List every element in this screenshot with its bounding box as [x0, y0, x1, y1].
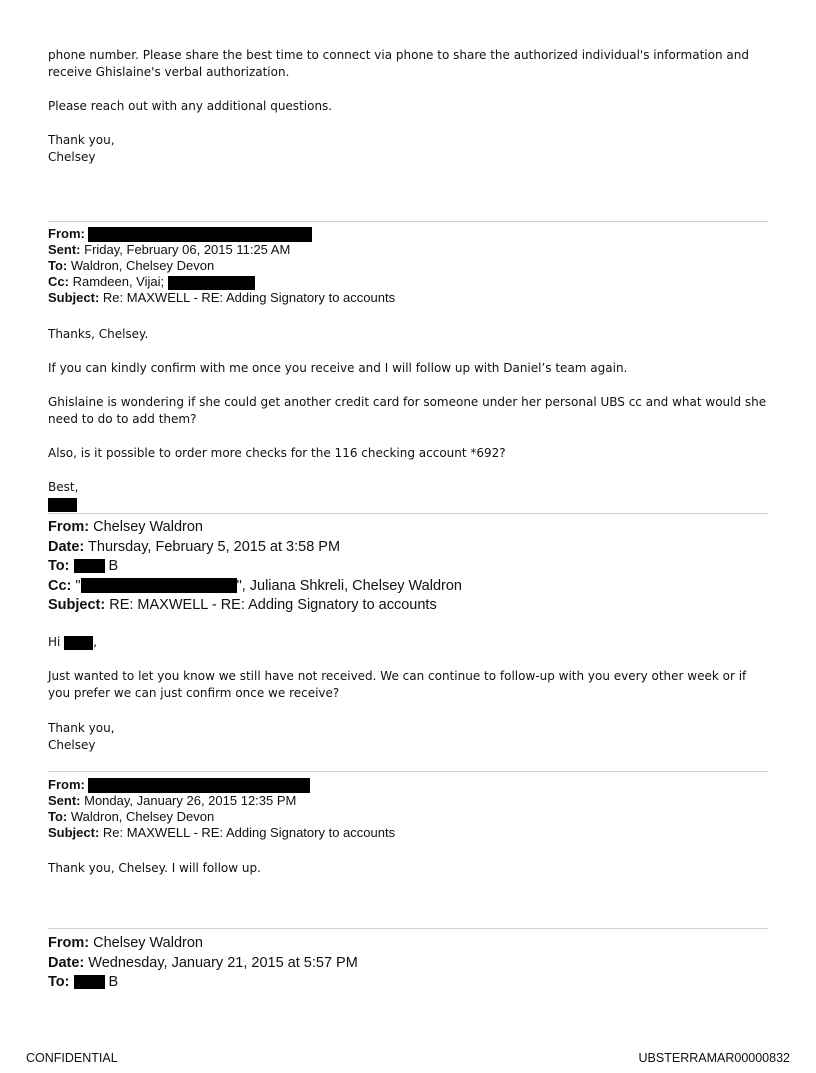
email1-body [48, 445, 768, 462]
email2-header [48, 518, 768, 616]
sent-line [48, 793, 768, 809]
cc-label: Cc: [48, 274, 69, 290]
to-line [48, 809, 768, 825]
to-label: To: [48, 809, 68, 825]
divider [48, 221, 768, 222]
email1-signoff [48, 479, 768, 513]
to-line [48, 557, 768, 577]
to-line [48, 973, 768, 993]
divider [48, 513, 768, 514]
sent-value: Friday, February 06, 2015 11:25 AM [84, 242, 291, 258]
email4-header [48, 934, 768, 993]
subject-line [48, 290, 768, 306]
closing: Best, [48, 480, 79, 494]
email1-header [48, 226, 768, 306]
cc-label: Cc: [48, 577, 72, 594]
subject-line [48, 825, 768, 841]
divider [48, 771, 768, 772]
to-value: Waldron, Chelsey Devon [70, 809, 215, 825]
body-paragraph: Thank you, Chelsey. I will follow up. [48, 861, 261, 875]
sent-value: Monday, January 26, 2015 12:35 PM [84, 793, 297, 809]
cc-open-quote: " [75, 577, 81, 594]
date-line [48, 954, 768, 974]
to-label: To: [48, 974, 70, 990]
redacted-name [64, 636, 93, 650]
from-line [48, 934, 768, 954]
date-line [48, 538, 768, 558]
closing: Thank you, [48, 133, 115, 147]
subject-value: Re: MAXWELL - RE: Adding Signatory to accounts [102, 825, 396, 841]
cc-value: Ramdeen, Vijai; [72, 274, 165, 290]
to-line [48, 258, 768, 274]
cc-rest: ", Juliana Shkreli, Chelsey Waldron [236, 577, 462, 594]
redacted-block [88, 778, 310, 793]
to-suffix: B [108, 974, 119, 990]
top-message-paragraph: phone number. Please share the best time to connect via phone to share the authorized individual's information and receive Ghislaine's verbal authorization. [48, 48, 749, 79]
sent-label: Sent: [48, 793, 81, 809]
footer-bates-number: UBSTERRAMAR00000832 [638, 1051, 790, 1065]
top-message-p2 [48, 98, 768, 115]
from-label: From: [48, 777, 85, 792]
sent-label: Sent: [48, 242, 81, 258]
signature: Chelsey [48, 738, 96, 752]
redacted-signature [48, 498, 77, 512]
subject-value: RE: MAXWELL - RE: Adding Signatory to accounts [109, 597, 437, 613]
signature: Chelsey [48, 150, 96, 164]
body-paragraph: Just wanted to let you know we still have not received. We can continue to follow-up with you every other week or if you prefer we can just confirm once we receive? [48, 669, 747, 700]
redacted-block [168, 276, 255, 290]
subject-label: Subject: [48, 290, 100, 306]
cc-line [48, 274, 768, 290]
greeting: Hi [48, 635, 61, 649]
email1-body [48, 360, 768, 377]
sent-line [48, 242, 768, 258]
from-label: From: [48, 226, 85, 241]
from-value: Chelsey Waldron [93, 935, 203, 951]
footer-confidential: CONFIDENTIAL [26, 1051, 118, 1065]
from-value: Chelsey Waldron [93, 519, 203, 535]
redacted-block [74, 975, 105, 989]
email3-header [48, 777, 768, 841]
subject-label: Subject: [48, 825, 100, 841]
closing: Thank you, [48, 721, 115, 735]
redacted-block [74, 559, 105, 573]
from-line [48, 226, 768, 242]
body-paragraph: Also, is it possible to order more checks for the 116 checking account *692? [48, 446, 506, 460]
subject-line [48, 596, 768, 616]
subject-label: Subject: [48, 597, 106, 613]
to-suffix: B [108, 558, 119, 574]
cc-line [48, 577, 768, 597]
email2-greeting [48, 634, 768, 651]
email2-signoff [48, 720, 768, 754]
top-message [48, 47, 768, 81]
top-message-signoff [48, 132, 768, 166]
email2-body [48, 668, 768, 702]
greeting-punct: , [93, 635, 98, 649]
body-paragraph: Ghislaine is wondering if she could get another credit card for someone under her personal UBS cc and what would she need to do to add them? [48, 395, 767, 426]
email1-body [48, 394, 768, 428]
redacted-block [81, 578, 237, 593]
email1-body [48, 326, 768, 343]
redacted-block [88, 227, 312, 242]
date-value: Thursday, February 5, 2015 at 3:58 PM [88, 538, 341, 555]
date-label: Date: [48, 538, 85, 555]
to-label: To: [48, 258, 68, 274]
divider [48, 928, 768, 929]
from-line [48, 777, 768, 793]
body-paragraph: If you can kindly confirm with me once you receive and I will follow up with Daniel’s team again. [48, 361, 628, 375]
top-message-paragraph: Please reach out with any additional questions. [48, 99, 333, 113]
from-line [48, 518, 768, 538]
from-label: From: [48, 519, 90, 535]
to-label: To: [48, 558, 70, 574]
subject-value: Re: MAXWELL - RE: Adding Signatory to accounts [102, 290, 396, 306]
body-paragraph: Thanks, Chelsey. [48, 327, 149, 341]
email3-body [48, 860, 768, 877]
to-value: Waldron, Chelsey Devon [70, 258, 215, 274]
date-label: Date: [48, 954, 85, 971]
from-label: From: [48, 935, 90, 951]
date-value: Wednesday, January 21, 2015 at 5:57 PM [88, 954, 358, 971]
